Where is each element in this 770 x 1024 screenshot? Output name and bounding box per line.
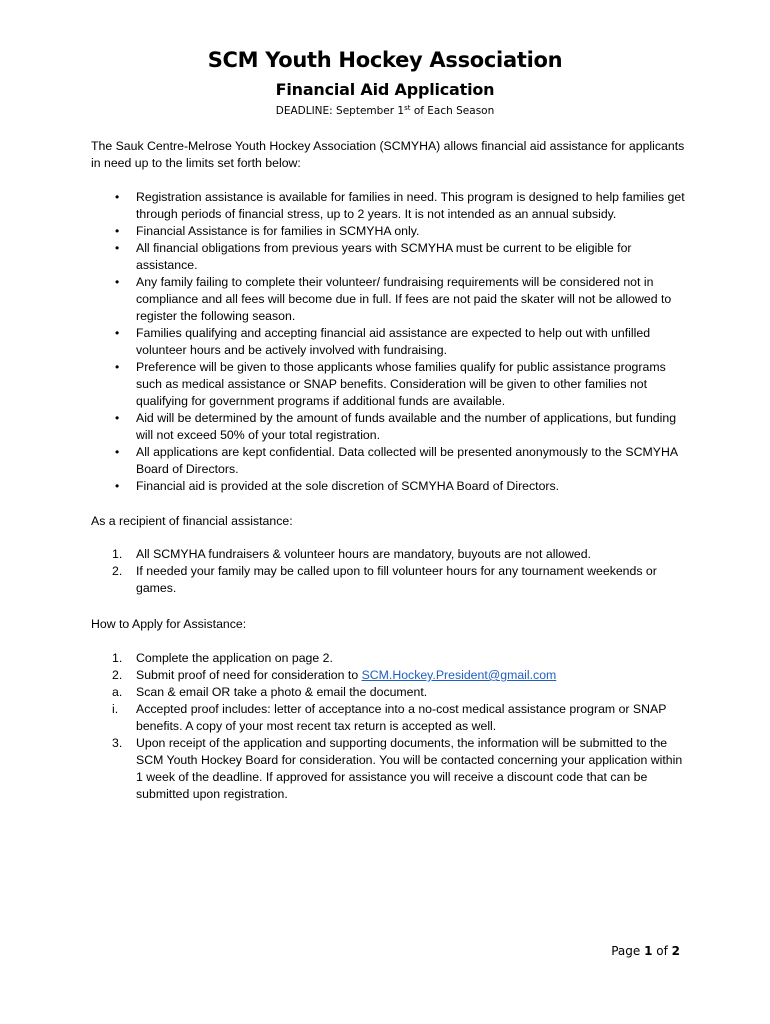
bullet-icon: •: [115, 445, 120, 459]
bullet-text: Any family failing to complete their volunteer/ fundraising requirements will be considered not in compliance and all fees will become due in full. If fees are not paid the skater will not be allowed to register the following season.: [136, 275, 672, 323]
list-item: [91, 667, 691, 684]
list-item: [91, 359, 691, 410]
bullet-icon: •: [115, 190, 120, 204]
deadline-line: [0, 104, 770, 117]
list-item: [91, 325, 691, 359]
list-item: [91, 701, 691, 735]
recipient-heading: As a recipient of financial assistance:: [91, 514, 293, 528]
item-text: All SCMYHA fundraisers & volunteer hours are mandatory, buyouts are not allowed.: [136, 547, 591, 561]
bullet-text: All financial obligations from previous years with SCMYHA must be current to be eligible for assistance.: [136, 241, 632, 272]
president-email-link[interactable]: SCM.Hockey.President@gmail.com: [361, 668, 557, 682]
list-item: [91, 444, 691, 478]
page-number: 1: [644, 944, 653, 958]
item-number: 1.: [112, 651, 123, 665]
page-number-footer: [560, 944, 680, 958]
list-item: [91, 189, 691, 223]
list-item: [91, 274, 691, 325]
list-item: [91, 223, 691, 240]
bullet-text: Financial aid is provided at the sole discretion of SCMYHA Board of Directors.: [136, 479, 560, 493]
apply-numbered-list: [91, 650, 691, 803]
bullet-icon: •: [115, 326, 120, 340]
bullet-text: Families qualifying and accepting financial aid assistance are expected to help out with unfilled volunteer hours and be actively involved with fundraising.: [136, 326, 651, 357]
bullet-icon: •: [115, 411, 120, 425]
list-item: [91, 240, 691, 274]
apply-heading: How to Apply for Assistance:: [91, 617, 247, 631]
list-item: [91, 563, 691, 597]
item-number: 1.: [112, 547, 123, 561]
document-title: SCM Youth Hockey Association: [207, 48, 563, 72]
item-text: Accepted proof includes: letter of acceptance into a no-cost medical assistance program or SNAP benefits. A copy of your most recent tax return is accepted as well.: [136, 702, 667, 733]
bullet-text: All applications are kept confidential. Data collected will be presented anonymously to the SCMYHA Board of Directors.: [136, 445, 678, 476]
document-subtitle: Financial Aid Application: [275, 80, 495, 99]
eligibility-bullet-list: [91, 189, 691, 495]
list-item: [91, 650, 691, 667]
of-label: of: [652, 944, 672, 958]
list-item: [91, 410, 691, 444]
list-item: [91, 546, 691, 563]
bullet-icon: •: [115, 224, 120, 238]
bullet-text: Preference will be given to those applicants whose families qualify for public assistance programs such as medical assistance or SNAP benefits. Consideration will be given to other families not qualifying for government programs if additional funds are available.: [136, 360, 666, 408]
deadline-suffix: of Each Season: [410, 105, 495, 117]
item-number: 3.: [112, 736, 123, 750]
bullet-icon: •: [115, 479, 120, 493]
item-number: 2.: [112, 564, 123, 578]
item-text: Upon receipt of the application and supporting documents, the information will be submitted to the SCM Youth Hockey Board for consideration. You will be contacted concerning your application within 1 week of the deadline. If approved for assistance you will receive a discount code that can be submitted upon registration.: [136, 736, 683, 801]
bullet-icon: •: [115, 275, 120, 289]
page-label: Page: [611, 944, 645, 958]
list-item: [91, 684, 691, 701]
item-text: Submit proof of need for consideration to: [136, 668, 362, 682]
item-number: 2.: [112, 668, 123, 682]
item-number: a.: [112, 685, 123, 699]
deadline-superscript: st: [404, 104, 411, 112]
list-item: [91, 478, 691, 495]
item-number: i.: [112, 702, 119, 716]
item-text: If needed your family may be called upon to fill volunteer hours for any tournament weekends or games.: [136, 564, 657, 595]
deadline-prefix: DEADLINE: September 1: [275, 105, 405, 117]
recipient-numbered-list: [91, 546, 691, 597]
list-item: [91, 735, 691, 803]
bullet-icon: •: [115, 241, 120, 255]
bullet-text: Financial Assistance is for families in SCMYHA only.: [136, 224, 420, 238]
item-text: Scan & email OR take a photo & email the document.: [136, 685, 428, 699]
bullet-icon: •: [115, 360, 120, 374]
intro-paragraph: The Sauk Centre-Melrose Youth Hockey Association (SCMYHA) allows financial aid assistance for applicants in need up to the limits set forth below:: [91, 139, 685, 170]
bullet-text: Aid will be determined by the amount of funds available and the number of applications, but funding will not exceed 50% of your total registration.: [136, 411, 677, 442]
item-text: Complete the application on page 2.: [136, 651, 333, 665]
bullet-text: Registration assistance is available for families in need. This program is designed to help families get through periods of financial stress, up to 2 years. It is not intended as an annual subsidy.: [136, 190, 685, 221]
page-total: 2: [671, 944, 680, 958]
